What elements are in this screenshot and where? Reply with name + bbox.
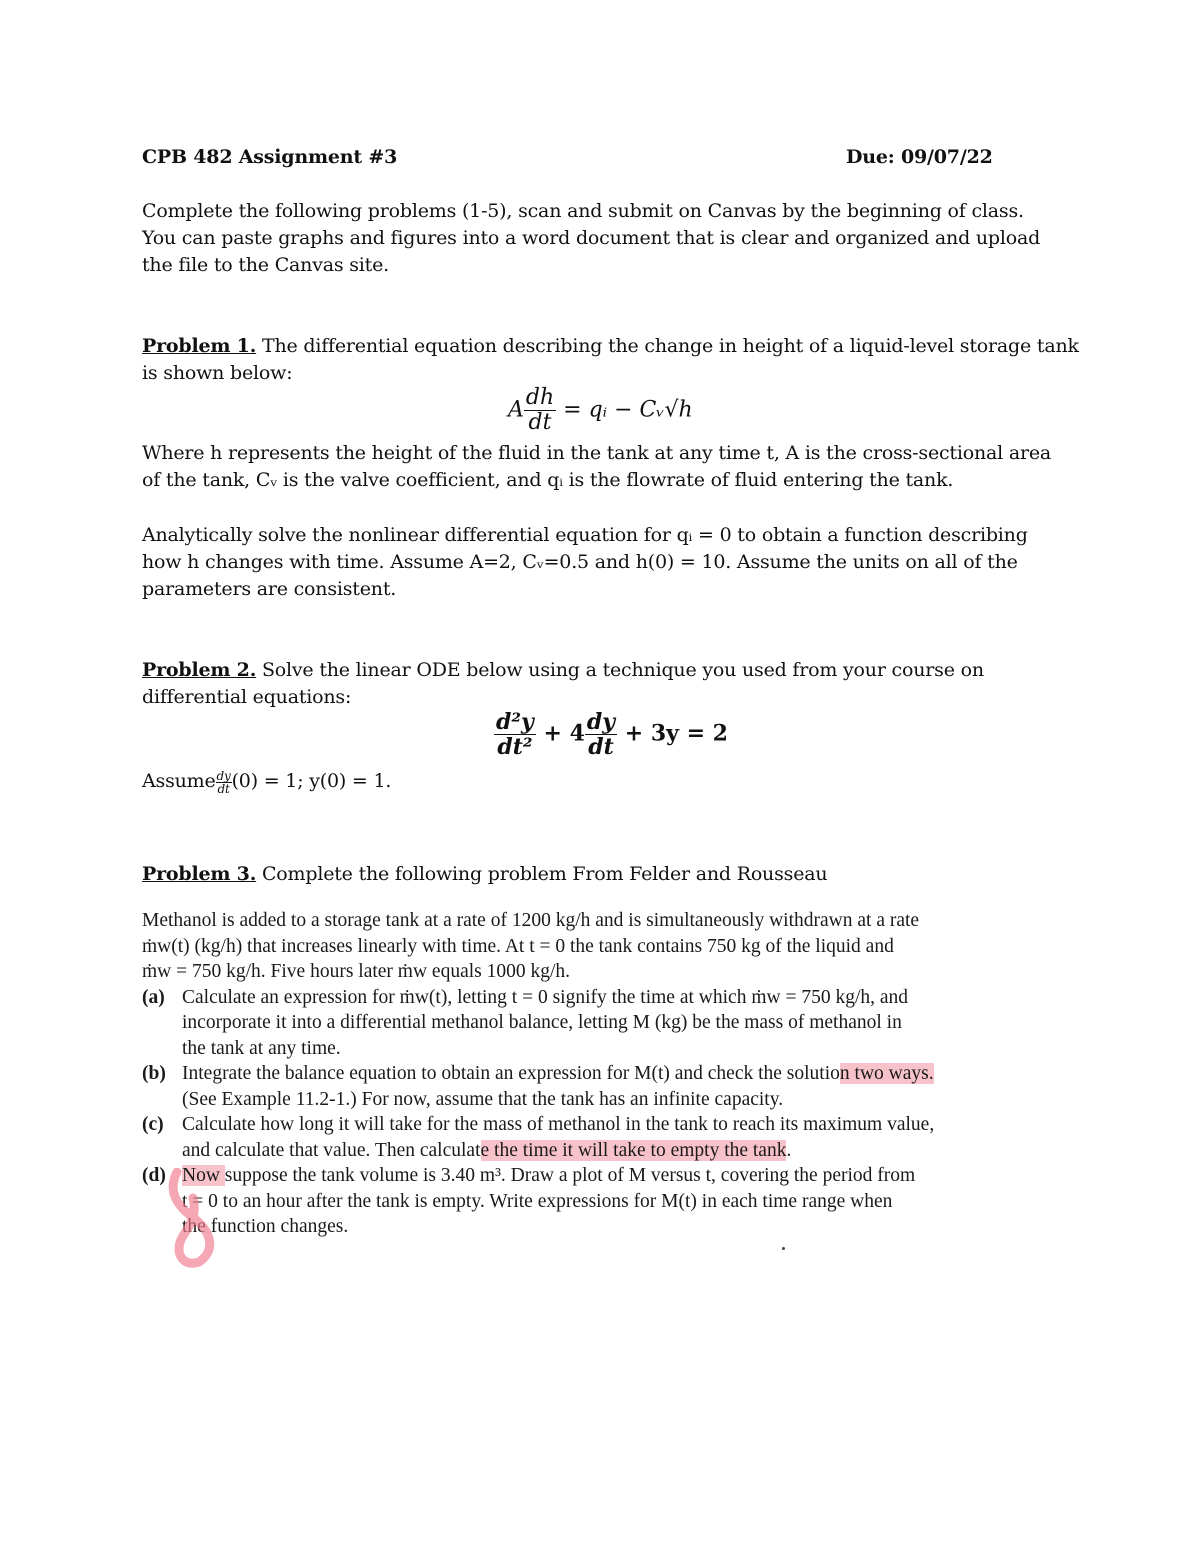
problem1-equation — [508, 386, 693, 435]
part-b-line-1-text: Integrate the balance equation to obtain an expression for M(t) and check the solutio — [182, 1063, 840, 1084]
part-c-label: (c) — [142, 1114, 164, 1135]
eq2-num-1: d²y — [496, 709, 534, 735]
problem3-title: Problem 3. — [142, 863, 257, 885]
part-b-label: (b) — [142, 1063, 166, 1084]
excerpt-line-1: Methanol is added to a storage tank at a rate of 1200 kg/h and is simultaneously withdrawn at a rate — [142, 910, 920, 931]
part-a — [142, 985, 1032, 1062]
intro-line-2: You can paste graphs and figures into a word document that is clear and organized and upload — [142, 227, 1041, 249]
eq1-denominator: dt — [528, 410, 552, 435]
problem1-desc-2: of the tank, Cᵥ is the valve coefficient, and qᵢ is the flowrate of fluid entering the tank. — [142, 469, 954, 491]
problem2-assume — [142, 768, 391, 795]
part-c-line-2 — [182, 1138, 1032, 1164]
part-a-line-1: Calculate an expression for ṁw(t), letting t = 0 signify the time at which ṁw = 750 kg/h, and — [182, 986, 909, 1008]
part-d-line-1 — [182, 1163, 1032, 1189]
assume-fraction — [216, 770, 232, 795]
course-title: CPB 482 Assignment #3 — [142, 146, 398, 168]
part-b-line-2: (See Example 11.2-1.) For now, assume that the tank has an infinite capacity. — [182, 1088, 784, 1110]
problem1-line2: is shown below: — [142, 362, 293, 384]
eq2-den-1: dt² — [497, 734, 533, 760]
part-a-line-2: incorporate it into a differential methanol balance, letting M (kg) be the mass of methanol in — [182, 1012, 902, 1033]
part-d-line-1-text: suppose the tank volume is 3.40 m³. Draw a plot of M versus t, covering the period from — [224, 1165, 916, 1186]
part-d-line-2: t = 0 to an hour after the tank is empty. Write expressions for M(t) in each time range when — [182, 1190, 893, 1212]
part-c-line-2-text: and calculate that value. Then calculat — [182, 1139, 481, 1161]
problem2-title: Problem 2. — [142, 659, 257, 681]
textbook-excerpt — [142, 908, 1032, 1240]
part-c-line-1: Calculate how long it will take for the mass of methanol in the tank to reach its maximum value, — [182, 1114, 935, 1135]
problem1-title: Problem 1. — [142, 335, 257, 357]
intro-line-3: the file to the Canvas site. — [142, 254, 389, 276]
stray-dot — [782, 1247, 785, 1250]
eq2-den-2: dt — [588, 734, 614, 760]
eq2-fraction-1 — [494, 710, 536, 759]
assume-den: dt — [217, 781, 230, 796]
problem1-task-1: Analytically solve the nonlinear differential equation for qᵢ = 0 to obtain a function describing — [142, 524, 1028, 546]
eq1-fraction — [524, 386, 556, 435]
highlight-two-ways: n two ways. — [839, 1063, 934, 1084]
excerpt-line-3: ṁw = 750 kg/h. Five hours later ṁw equals 1000 kg/h. — [142, 961, 571, 982]
part-b — [142, 1061, 1032, 1112]
problem3-line1: Complete the following problem From Felder and Rousseau — [261, 863, 828, 885]
eq2-rhs: + 3y = 2 — [624, 720, 728, 747]
part-b-line-1 — [182, 1061, 1032, 1087]
eq2-fraction-2 — [585, 710, 617, 759]
assume-suffix: (0) = 1; y(0) = 1. — [231, 770, 392, 792]
assume-prefix: Assume — [142, 770, 216, 792]
excerpt-line-2: ṁw(t) (kg/h) that increases linearly with time. At t = 0 the tank contains 750 kg of the liquid and — [142, 935, 894, 957]
assume-num: dy — [216, 768, 231, 783]
eq1-rhs: = qᵢ − Cᵥ√h — [563, 397, 693, 423]
part-c-line-2-end: . — [786, 1139, 792, 1161]
problem2-line1: Solve the linear ODE below using a technique you used from your course on — [261, 659, 984, 681]
intro-line-1: Complete the following problems (1-5), scan and submit on Canvas by the beginning of class. — [142, 200, 1024, 222]
eq1-numerator: dh — [525, 385, 555, 410]
problem2-equation — [494, 710, 728, 759]
problem1-heading — [142, 333, 1079, 360]
problem1-task-3: parameters are consistent. — [142, 578, 397, 600]
problem1-line1: The differential equation describing the change in height of a liquid-level storage tank — [261, 335, 1079, 357]
problem2-line2: differential equations: — [142, 686, 352, 708]
highlight-now: Now — [182, 1165, 225, 1186]
eq1-lhs-coeff: A — [508, 397, 524, 423]
part-a-line-3: the tank at any time. — [182, 1037, 341, 1059]
part-d — [142, 1163, 1032, 1240]
part-c — [142, 1112, 1032, 1163]
highlight-empty-tank: e the time it will take to empty the tank — [480, 1139, 787, 1161]
problem3-heading — [142, 861, 827, 888]
eq2-num-2: dy — [586, 709, 616, 735]
pen-annotation-mark — [165, 1168, 225, 1268]
problem2-heading — [142, 657, 984, 684]
eq2-mid: + 4 — [543, 720, 585, 747]
due-date: Due: 09/07/22 — [846, 146, 993, 168]
problem1-desc-1: Where h represents the height of the fluid in the tank at any time t, A is the cross-sectional area — [142, 442, 1052, 464]
part-a-label: (a) — [142, 986, 165, 1008]
part-d-label: (d) — [142, 1165, 166, 1186]
part-d-line-3: the function changes. — [182, 1216, 349, 1237]
problem1-task-2: how h changes with time. Assume A=2, Cᵥ=0.5 and h(0) = 10. Assume the units on all of the — [142, 551, 1018, 573]
